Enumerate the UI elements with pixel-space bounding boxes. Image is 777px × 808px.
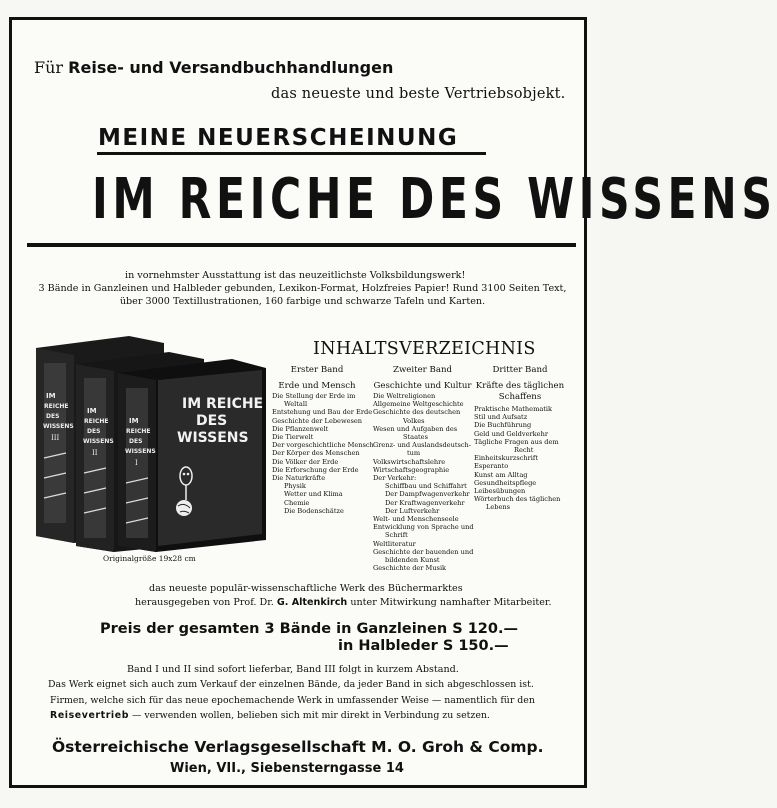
main-title: IM REICHE DES WISSENS bbox=[92, 167, 777, 232]
list-item: Chemie bbox=[284, 498, 310, 507]
list-item: Der Körper des Menschen bbox=[272, 449, 360, 458]
svg-text:DES: DES bbox=[129, 438, 143, 445]
svg-text:II: II bbox=[92, 449, 98, 457]
contents-heading: INHALTSVERZEICHNIS bbox=[313, 339, 536, 359]
list-item: Weltall bbox=[284, 400, 308, 409]
svg-text:I: I bbox=[135, 459, 138, 467]
company-name: Österreichische Verlagsgesellschaft M. O. Groh & Comp. bbox=[52, 738, 544, 756]
list-item: Wirtschaftsgeographie bbox=[373, 465, 450, 474]
svg-text:DES: DES bbox=[87, 428, 101, 435]
list-item: Wörterbuch des täglichen bbox=[474, 495, 561, 504]
list-item: Esperanto bbox=[474, 462, 509, 471]
svg-text:WISSENS: WISSENS bbox=[43, 423, 74, 430]
delivery-line-2: Das Werk eignet sich auch zum Verkauf der einzelnen Bände, da jeder Band in sich abgeschlossen ist. bbox=[48, 679, 534, 690]
svg-text:III: III bbox=[51, 434, 60, 442]
firms-line-2 bbox=[50, 710, 490, 721]
list-item: Leibesübungen bbox=[474, 487, 526, 496]
list-item: Volkswirtschaftslehre bbox=[373, 457, 446, 466]
svg-text:DES: DES bbox=[46, 413, 60, 420]
price-line-2: in Halbleder S 150.— bbox=[338, 638, 509, 654]
list-item: Einheitskurzschrift bbox=[474, 454, 539, 463]
list-item: Grenz- und Auslandsdeutsch- bbox=[373, 441, 472, 450]
title-rule bbox=[27, 243, 576, 247]
list-item: Geschichte der Musik bbox=[373, 564, 447, 573]
headline-line-1 bbox=[34, 58, 393, 77]
list-item: Staates bbox=[403, 433, 428, 442]
cover-title-3: WISSENS bbox=[177, 430, 249, 446]
list-item: Wesen und Aufgaben des bbox=[373, 424, 458, 433]
editor-name: G. Altenkirch bbox=[276, 597, 348, 608]
list-item: Der Luftverkehr bbox=[385, 506, 440, 515]
editor-prefix: herausgegeben von Prof. Dr. bbox=[135, 597, 274, 608]
list-item: Die Naturkräfte bbox=[272, 474, 326, 483]
delivery-line-1: Band I und II sind sofort lieferbar, Band III folgt in kurzem Abstand. bbox=[127, 664, 459, 675]
publisher-line-2 bbox=[135, 597, 552, 608]
headline-prefix: Für bbox=[34, 58, 64, 77]
band-3-subtitle-1: Kräfte des täglichen bbox=[475, 381, 565, 391]
announcement-underline bbox=[97, 152, 486, 155]
list-item: Welt- und Menschenseele bbox=[373, 515, 459, 524]
list-item: Geld und Geldverkehr bbox=[474, 429, 548, 438]
headline-line-2: das neueste und beste Vertriebsobjekt. bbox=[271, 86, 566, 102]
list-item: Stil und Aufsatz bbox=[474, 413, 528, 422]
book-front bbox=[118, 359, 266, 552]
svg-text:REICHE: REICHE bbox=[84, 418, 109, 425]
list-item: Geschichte der bauenden und bbox=[373, 547, 474, 556]
list-item: Tägliche Fragen aus dem bbox=[474, 437, 559, 446]
band-2-subtitle: Geschichte und Kultur bbox=[373, 381, 472, 391]
list-item: Der vorgeschichtliche Mensch bbox=[272, 441, 374, 450]
book-caption: Originalgröße 19x28 cm bbox=[103, 554, 196, 563]
list-item: Geschichte der Lebewesen bbox=[272, 416, 363, 425]
list-item: Gesundheitspflege bbox=[474, 478, 537, 487]
list-item: Der Dampfwagenverkehr bbox=[385, 490, 470, 499]
list-item: tum bbox=[407, 449, 421, 458]
list-item: Volkes bbox=[403, 416, 425, 425]
firms-rest: — verwenden wollen, belieben sich mit mir direkt in Verbindung zu setzen. bbox=[132, 710, 490, 721]
publisher-line-1: das neueste populär-wissenschaftliche Werk des Büchermarktes bbox=[149, 583, 463, 594]
band-1-title: Erster Band bbox=[290, 365, 344, 375]
list-item: Die Buchführung bbox=[474, 421, 532, 430]
list-item: Der Kraftwagenverkehr bbox=[385, 498, 465, 507]
svg-text:WISSENS: WISSENS bbox=[125, 448, 156, 455]
list-item: Die Tierwelt bbox=[272, 433, 314, 442]
list-item: Entstehung und Bau der Erde bbox=[272, 408, 373, 417]
list-item: Die Pflanzenwelt bbox=[272, 424, 329, 433]
list-item: Physik bbox=[284, 482, 306, 491]
svg-text:REICHE: REICHE bbox=[44, 403, 69, 410]
list-item: Schiffbau und Schiffahrt bbox=[385, 482, 467, 491]
list-item: Lebens bbox=[486, 503, 511, 512]
svg-text:IM: IM bbox=[87, 407, 97, 415]
band-3-subtitle-2: Schaffens bbox=[498, 392, 542, 402]
list-item: Die Völker der Erde bbox=[272, 457, 339, 466]
list-item: Die Erforschung der Erde bbox=[272, 465, 359, 474]
price-line-1: Preis der gesamten 3 Bände in Ganzleinen S 120.— bbox=[100, 621, 518, 637]
list-item: Die Weltreligionen bbox=[373, 392, 436, 400]
editor-suffix: unter Mitwirkung namhafter Mitarbeiter. bbox=[350, 597, 552, 608]
band-3-list bbox=[474, 405, 574, 512]
list-item: Der Verkehr: bbox=[373, 474, 417, 483]
list-item: Die Stellung der Erde im bbox=[272, 392, 356, 400]
firms-line-1: Firmen, welche sich für das neue epochemachende Werk in umfassender Weise — namentlich für den bbox=[50, 695, 535, 706]
svg-text:WISSENS: WISSENS bbox=[83, 438, 114, 445]
list-item: bildenden Kunst bbox=[385, 556, 440, 565]
svg-text:IM: IM bbox=[46, 392, 56, 400]
svg-text:IM: IM bbox=[129, 417, 139, 425]
band-1-subtitle: Erde und Mensch bbox=[278, 381, 356, 391]
band-2-list bbox=[373, 392, 473, 572]
list-item: Entwicklung von Sprache und bbox=[373, 523, 474, 532]
band-1-list bbox=[272, 392, 374, 515]
company-address: Wien, VII., Siebensterngasse 14 bbox=[170, 761, 404, 776]
books-illustration bbox=[34, 328, 269, 553]
list-item: Die Bodenschätze bbox=[284, 506, 344, 515]
svg-text:REICHE: REICHE bbox=[126, 428, 151, 435]
band-3-title: Dritter Band bbox=[492, 365, 548, 375]
list-item: Weltliteratur bbox=[373, 539, 416, 548]
reisevertrieb: Reisevertrieb bbox=[50, 710, 130, 721]
band-2-title: Zweiter Band bbox=[392, 365, 452, 375]
list-item: Kunst am Alltag bbox=[474, 470, 528, 479]
cover-title-2: DES bbox=[196, 413, 228, 429]
headline-bold: Reise- und Versandbuchhandlungen bbox=[68, 58, 394, 77]
intro-line-3: über 3000 Textillustrationen, 160 farbige und schwarze Tafeln und Karten. bbox=[119, 296, 486, 307]
list-item: Praktische Mathematik bbox=[474, 405, 553, 413]
list-item: Allgemeine Weltgeschichte bbox=[373, 400, 464, 409]
list-item: Wetter und Klima bbox=[284, 490, 343, 499]
announcement: MEINE NEUERSCHEINUNG bbox=[98, 125, 459, 151]
list-item: Recht bbox=[514, 446, 534, 455]
cover-title-1: IM REICHE bbox=[182, 396, 264, 412]
intro-line-2: 3 Bände in Ganzleinen und Halbleder gebunden, Lexikon-Format, Holzfreies Papier! Rund 3100 Seiten Text, bbox=[38, 283, 567, 294]
list-item: Geschichte des deutschen bbox=[373, 408, 461, 417]
intro-line-1: in vornehmster Ausstattung ist das neuzeitlichste Volksbildungswerk! bbox=[125, 270, 466, 281]
list-item: Schrift bbox=[385, 531, 408, 540]
